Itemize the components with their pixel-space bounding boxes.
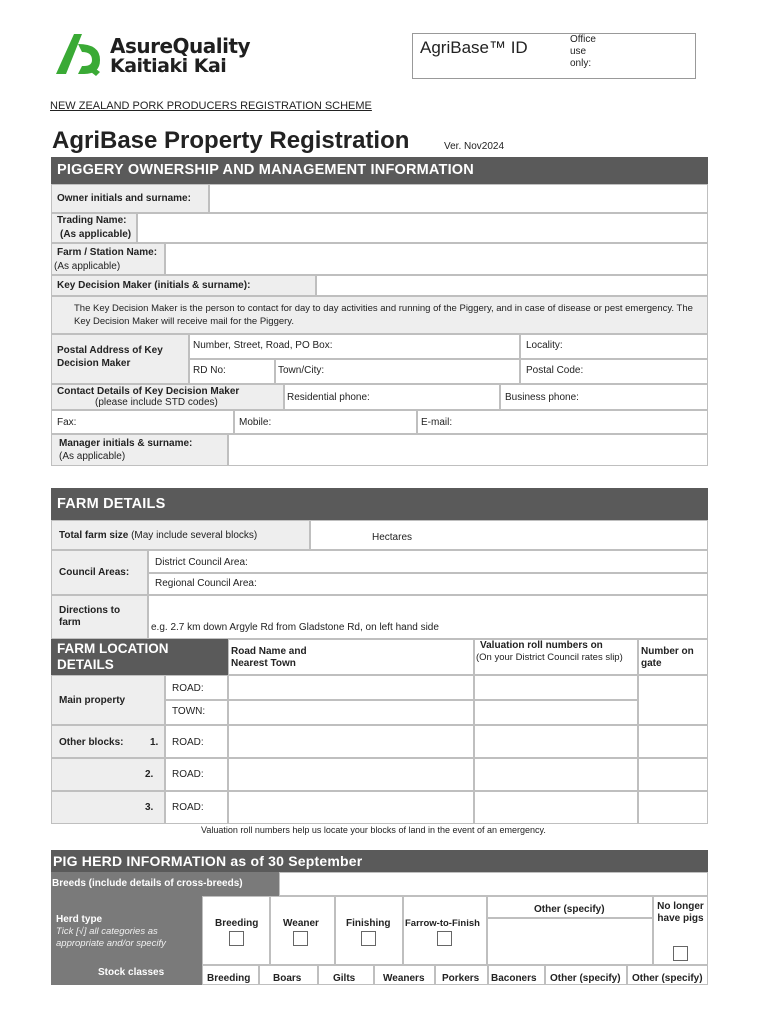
block-3-num: 3.	[145, 802, 154, 813]
trading-label: Trading Name:	[57, 215, 127, 226]
logo	[52, 30, 252, 78]
farm-size-label	[59, 530, 257, 541]
scheme-title: NEW ZEALAND PORK PRODUCERS REGISTRATION SCHEME	[50, 100, 372, 112]
contact-note: (please include STD codes)	[95, 397, 218, 408]
breeding-checkbox[interactable]	[229, 931, 244, 946]
farm-size-label-note: (May include several blocks)	[131, 530, 258, 541]
owner-label: Owner initials and surname:	[57, 193, 191, 204]
directions-label: Directions to farm	[59, 605, 121, 628]
block-2-road-label: ROAD:	[172, 769, 204, 780]
fax-input[interactable]	[51, 410, 234, 434]
main-valuation-input-2[interactable]	[474, 700, 638, 725]
block-3-valuation-input[interactable]	[474, 791, 638, 824]
main-town-label: TOWN:	[172, 706, 206, 717]
ownership-heading: PIGGERY OWNERSHIP AND MANAGEMENT INFORMATION	[51, 157, 708, 184]
manager-input[interactable]	[228, 434, 708, 466]
farrow-type-label: Farrow-to-Finish	[405, 918, 480, 929]
farm-name-label: Farm / Station Name:	[57, 247, 158, 258]
finishing-type-label: Finishing	[346, 918, 391, 929]
valuation-footnote: Valuation roll numbers help us locate your blocks of land in the event of an emergency.	[201, 825, 546, 835]
block-3-road-input[interactable]	[228, 791, 474, 824]
email-label: E-mail:	[421, 417, 453, 428]
residential-phone-label: Residential phone:	[287, 392, 370, 403]
trading-note: (As applicable)	[60, 229, 132, 240]
herd-type-note: Tick [√] all categories as appropriate and/or specify	[56, 926, 166, 949]
farrow-checkbox[interactable]	[437, 931, 452, 946]
weaner-type-label: Weaner	[283, 918, 319, 929]
breeds-label: Breeds (include details of cross-breeds)	[52, 878, 243, 889]
farm-name-note: (As applicable)	[54, 261, 121, 272]
main-property-label: Main property	[59, 695, 126, 706]
breeding-type-label: Breeding	[215, 918, 259, 929]
block-1-road-label: ROAD:	[172, 737, 204, 748]
farm-size-input[interactable]	[310, 520, 708, 550]
block-2-road-input[interactable]	[228, 758, 474, 791]
postal-label: Postal Address of Key Decision Maker	[57, 345, 163, 369]
directions-example: e.g. 2.7 km down Argyle Rd from Gladstone Rd, on left hand side	[151, 622, 439, 633]
block-2-gate-input[interactable]	[638, 758, 708, 791]
no-longer-label: No longer have pigs	[657, 901, 704, 924]
council-label: Council Areas:	[59, 567, 130, 578]
kdm-info-text: The Key Decision Maker is the person to contact for day to day activities and running of the Piggery, and in case of disease or pest emergency. The Key Decision Maker will receive mail for the Piggery.	[74, 303, 693, 327]
block-3-road-label: ROAD:	[172, 802, 204, 813]
asurequality-logo-icon	[52, 30, 104, 78]
office-use-note: Office use only:	[570, 34, 596, 69]
class-boars: Boars	[273, 973, 302, 984]
regional-label: Regional Council Area:	[155, 578, 257, 589]
block-1-road-input[interactable]	[228, 725, 474, 758]
fax-label: Fax:	[57, 417, 77, 428]
block-1-gate-input[interactable]	[638, 725, 708, 758]
mobile-label: Mobile:	[239, 417, 272, 428]
finishing-checkbox[interactable]	[361, 931, 376, 946]
farm-details-heading: FARM DETAILS	[51, 488, 708, 520]
kdm-label: Key Decision Maker (initials & surname):	[57, 280, 251, 291]
hectares-label: Hectares	[372, 532, 413, 543]
block-3-gate-input[interactable]	[638, 791, 708, 824]
rd-label: RD No:	[193, 365, 226, 376]
owner-input[interactable]	[209, 184, 708, 213]
main-town-input[interactable]	[228, 700, 474, 725]
business-phone-label: Business phone:	[505, 392, 579, 403]
herd-heading: PIG HERD INFORMATION as of 30 September	[51, 850, 708, 872]
town-city-label: Town/City:	[278, 365, 325, 376]
class-breeding: Breeding	[207, 973, 251, 984]
block-1-num: 1.	[150, 737, 159, 748]
no-longer-checkbox[interactable]	[673, 946, 688, 961]
valuation-note: (On your District Council rates slip)	[476, 652, 623, 663]
main-valuation-input[interactable]	[474, 675, 638, 700]
logo-line1: AsureQuality	[110, 34, 251, 58]
agribase-id-label: AgriBase™ ID	[420, 38, 528, 57]
class-porkers: Porkers	[442, 973, 480, 984]
main-gate-input[interactable]	[638, 675, 708, 725]
manager-label: Manager initials & surname:	[59, 438, 193, 449]
block-2-valuation-input[interactable]	[474, 758, 638, 791]
road-name-label: Road Name and Nearest Town	[231, 646, 307, 669]
farm-size-label-main: Total farm size	[59, 530, 129, 541]
locality-label: Locality:	[526, 340, 563, 351]
page-title: AgriBase Property Registration	[52, 127, 410, 154]
logo-line2: Kaitiaki Kai	[110, 55, 227, 77]
location-heading: FARM LOCATION DETAILS	[57, 641, 169, 672]
main-road-label: ROAD:	[172, 683, 204, 694]
stock-classes-label: Stock classes	[98, 967, 165, 978]
contact-label: Contact Details of Key Decision Maker	[57, 386, 240, 397]
version-label: Ver. Nov2024	[444, 141, 505, 152]
herd-type-label: Herd type	[56, 914, 103, 925]
class-baconers: Baconers	[491, 973, 537, 984]
class-other-1: Other (specify)	[550, 973, 621, 984]
street-label: Number, Street, Road, PO Box:	[193, 340, 333, 351]
valuation-label: Valuation roll numbers on	[480, 640, 603, 651]
gate-label: Number on gate	[641, 646, 694, 669]
main-road-input[interactable]	[228, 675, 474, 700]
weaner-checkbox[interactable]	[293, 931, 308, 946]
block-1-valuation-input[interactable]	[474, 725, 638, 758]
breeds-input[interactable]	[279, 872, 708, 896]
class-gilts: Gilts	[333, 973, 356, 984]
other-type-input[interactable]	[487, 918, 653, 965]
email-input[interactable]	[417, 410, 708, 434]
postal-code-label: Postal Code:	[526, 365, 584, 376]
manager-note: (As applicable)	[59, 451, 126, 462]
district-label: District Council Area:	[155, 557, 248, 568]
other-type-label: Other (specify)	[534, 904, 605, 915]
class-weaners: Weaners	[383, 973, 425, 984]
trading-input[interactable]	[137, 213, 708, 243]
kdm-input[interactable]	[316, 275, 708, 296]
other-blocks-label: Other blocks:	[59, 737, 124, 748]
block-2-num: 2.	[145, 769, 154, 780]
farm-name-input[interactable]	[165, 243, 708, 275]
class-other-2: Other (specify)	[632, 973, 703, 984]
